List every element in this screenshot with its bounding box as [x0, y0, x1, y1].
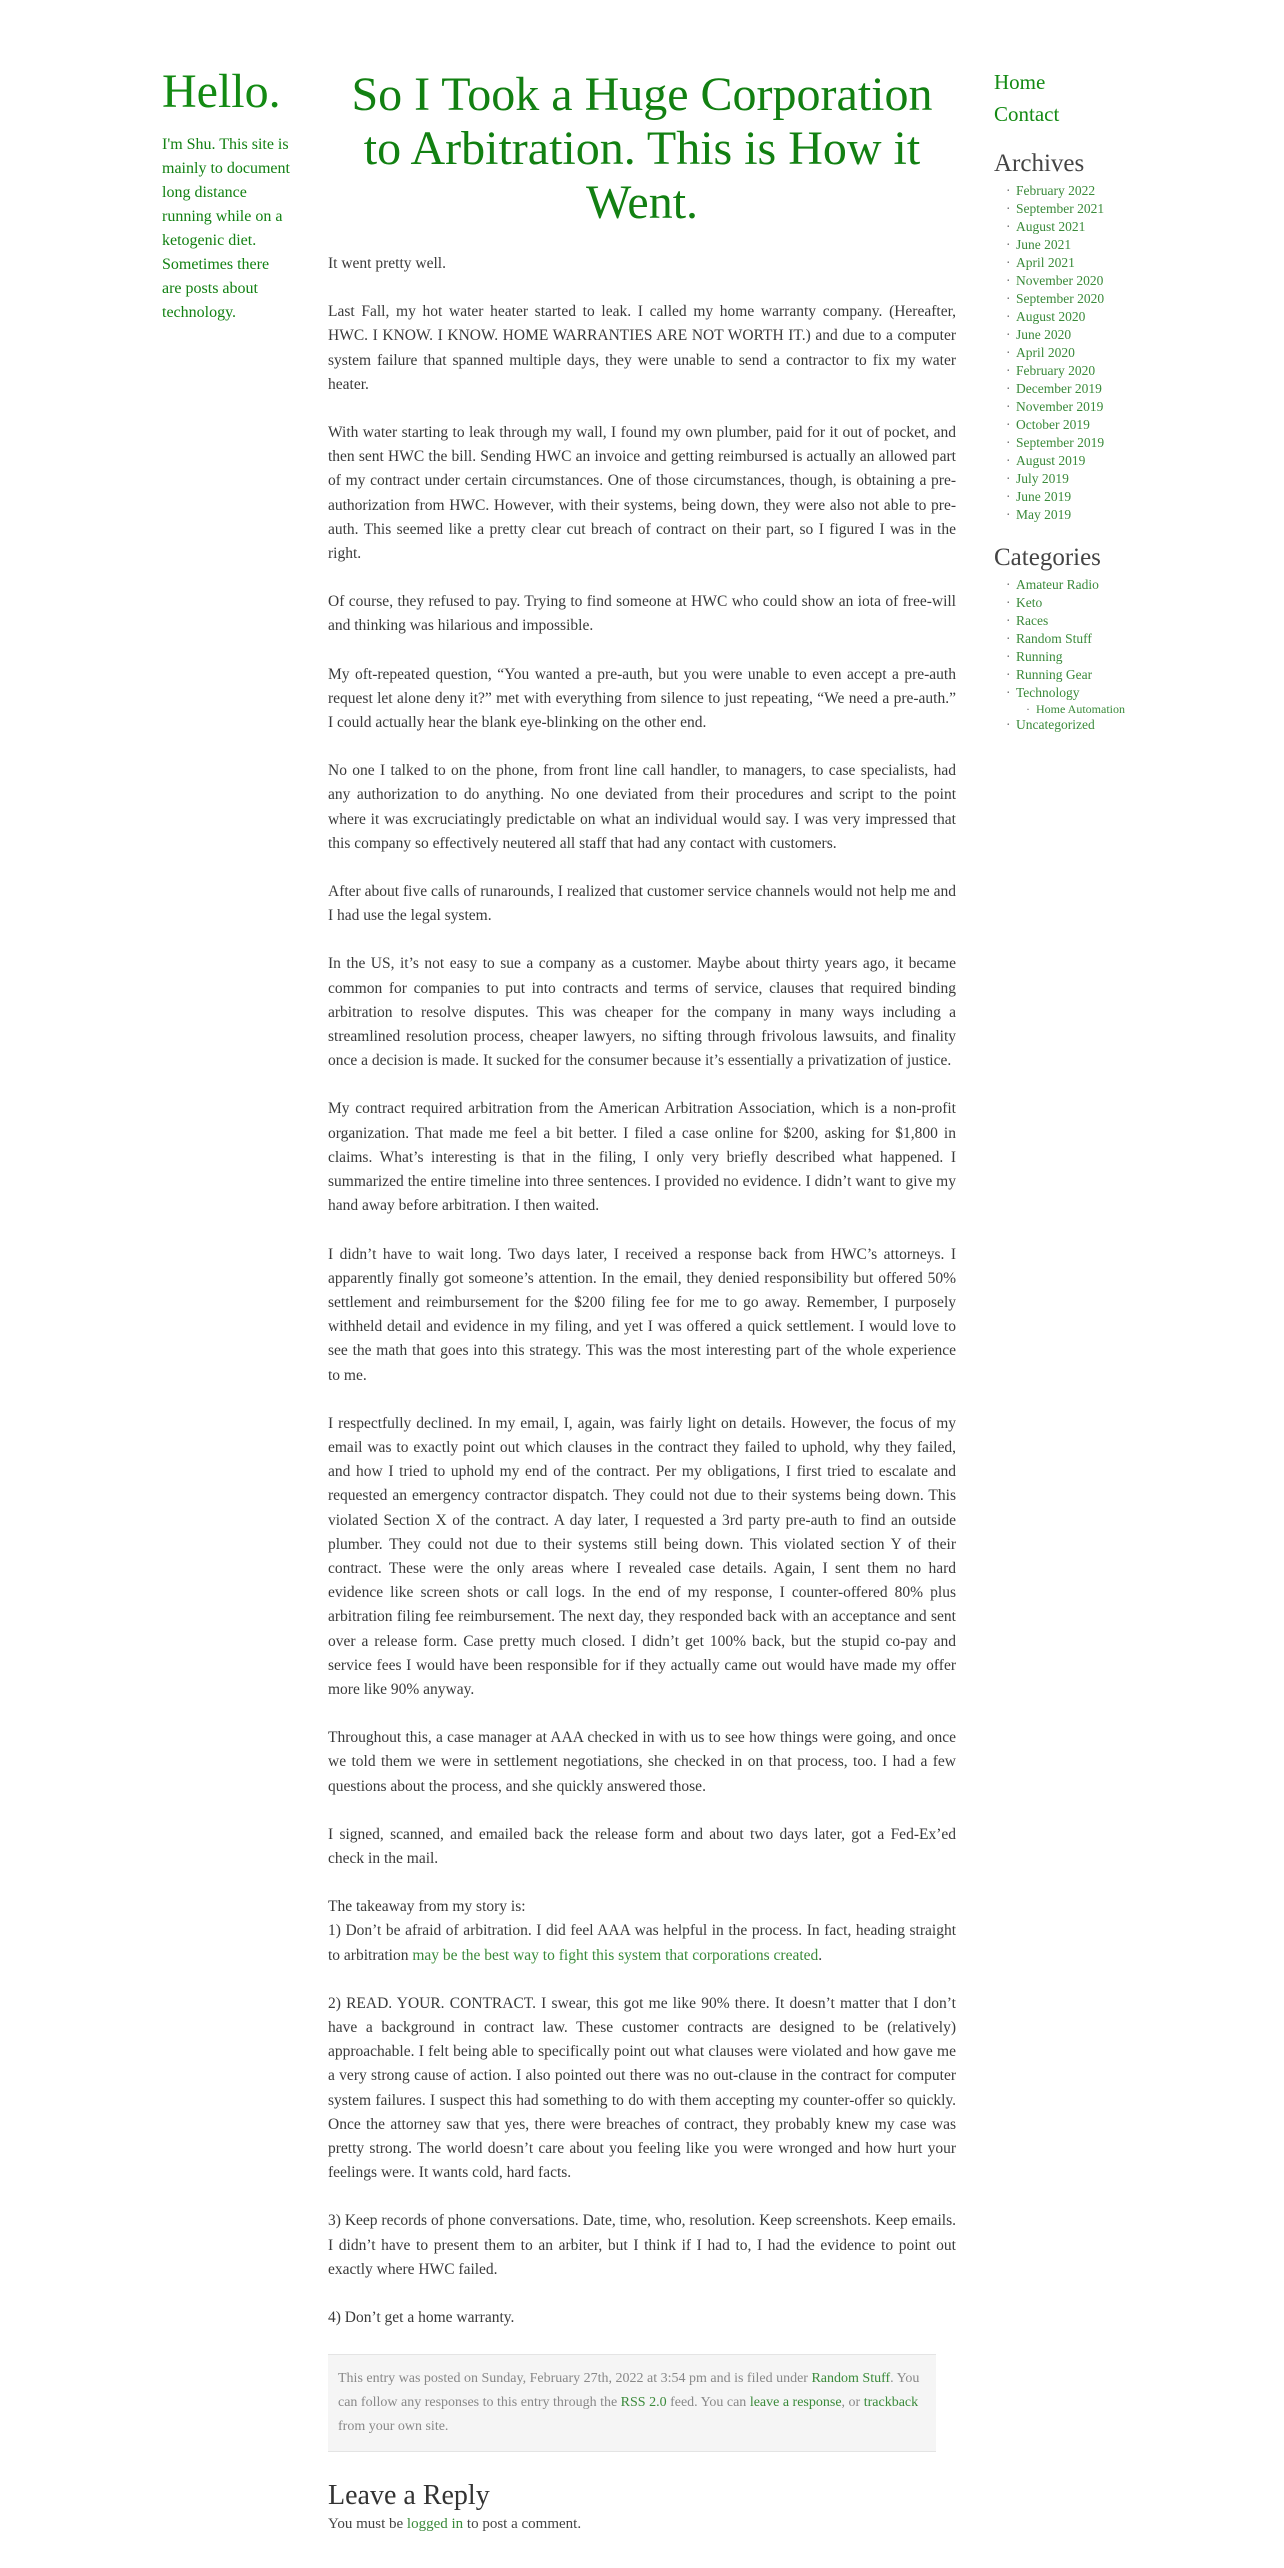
archive-item[interactable] [1006, 362, 1164, 380]
category-link[interactable]: Amateur Radio [1016, 577, 1099, 592]
post-paragraph: Throughout this, a case manager at AAA checked in with us to see how things were going, and once we told them we were in settlement negotiations, she checked in on that process, too. I had a few questions about the process, and she quickly answered those. [328, 1729, 956, 1795]
category-link[interactable]: Random Stuff [811, 2371, 891, 2387]
category-item[interactable] [1006, 630, 1164, 648]
category-sublist [1016, 702, 1164, 716]
archive-item[interactable] [1006, 218, 1164, 236]
archive-link[interactable]: December 2019 [1016, 381, 1102, 396]
takeaway-intro: The takeaway from my story is: [328, 1898, 526, 1916]
post-paragraph: I signed, scanned, and emailed back the release form and about two days later, got a Fed-Ex’ed check in the mail. [328, 1825, 956, 1867]
category-item[interactable] [1006, 684, 1164, 716]
category-link[interactable]: Technology [1016, 685, 1080, 700]
takeaway-2: 2) READ. YOUR. CONTRACT. I swear, this got me like 90% there. It doesn’t matter that I don’t have a background in contract law. These customer contracts are designed to be (relatively) approachable. I felt being able to specifically point out what clauses were violated and how gave me a very strong cause of action. I also pointed out there was no out-clause in the contract for computer system failures. I suspect this had something to do with them accepting my counter-offer so quickly. Once the attorney saw that yes, there were breaches of contract, they probably knew my case was pretty strong. The world doesn’t care about you feeling like you were wronged and how hurt your feelings were. It wants cold, hard facts. [328, 1994, 956, 2182]
archive-link[interactable]: June 2019 [1016, 489, 1072, 504]
categories-heading: Categories [994, 544, 1101, 571]
post-paragraph: No one I talked to on the phone, from front line call handler, to managers, to case specialists, had any authorization to do anything. No one deviated from their procedures and script to the point where it was excruciatingly predictable on what an individual would say. I was very impressed that this company so effectively neutered all staff that had any contact with customers. [328, 762, 956, 852]
nav-contact[interactable]: Contact [994, 102, 1060, 126]
archive-item[interactable] [1006, 488, 1164, 506]
archive-item[interactable] [1006, 416, 1164, 434]
archive-link[interactable]: September 2021 [1016, 201, 1105, 216]
archive-link[interactable]: June 2020 [1016, 327, 1072, 342]
nav-home[interactable]: Home [994, 70, 1046, 94]
category-item[interactable] [1006, 716, 1164, 734]
archive-link[interactable]: August 2019 [1016, 453, 1086, 468]
category-link-home-automation[interactable]: Home Automation [1036, 702, 1125, 716]
leave-reply-heading: Leave a Reply [328, 2480, 490, 2512]
archive-link[interactable]: February 2022 [1016, 183, 1096, 198]
site-intro: I'm Shu. This site is mainly to document long distance running while on a ketogenic diet. Sometimes there are posts about technology. [162, 136, 290, 321]
archive-item[interactable] [1006, 506, 1164, 524]
archives-list [994, 182, 1164, 524]
post-paragraph: I didn’t have to wait long. Two days later, I received a response back from HWC’s attorneys. I apparently finally got someone’s attention. In the email, they denied responsibility but offered 50% settlement and reimbursement for the $200 filing fee for me to go away. Remember, I purposely withheld detail and evidence in my filing, and yet I was offered a quick settlement. I would love to see the math that goes into this strategy. This was the most interesting part of the whole experience to me. [328, 1245, 956, 1384]
post-paragraph: It went pretty well. [328, 255, 446, 272]
archive-link[interactable]: October 2019 [1016, 417, 1090, 432]
archive-item[interactable] [1006, 254, 1164, 272]
meta-text: from your own site. [338, 2419, 449, 2435]
archive-link[interactable]: May 2019 [1016, 507, 1072, 522]
archive-link[interactable]: April 2020 [1016, 345, 1075, 360]
login-link[interactable]: logged in [406, 2516, 464, 2533]
archive-item[interactable] [1006, 290, 1164, 308]
archive-item[interactable] [1006, 272, 1164, 290]
archive-link[interactable]: November 2019 [1016, 399, 1104, 414]
category-item[interactable] [1006, 612, 1164, 630]
archive-item[interactable] [1006, 452, 1164, 470]
archives-heading: Archives [994, 150, 1085, 177]
archive-link[interactable]: April 2021 [1016, 255, 1075, 270]
login-note-suffix: to post a comment. [463, 2516, 582, 2533]
archive-link[interactable]: June 2021 [1016, 237, 1072, 252]
archive-item[interactable] [1006, 182, 1164, 200]
post-paragraph: With water starting to leak through my wall, I found my own plumber, paid for it out of pocket, and then sent HWC the bill. Sending HWC an invoice and getting reimbursed is actually an allowed part of my contract under certain circumstances. One of those circumstances, though, is obtaining a pre-authorization from HWC. However, with their systems, being down, they were also not able to pre-auth. This seemed like a pretty clear cut breach of contract on their part, so I figured I was in the right. [328, 424, 956, 563]
archive-item[interactable] [1006, 200, 1164, 218]
archive-link[interactable]: September 2019 [1016, 435, 1105, 450]
category-link[interactable]: Running Gear [1016, 667, 1093, 682]
trackback-link[interactable]: trackback [863, 2395, 919, 2411]
archive-item[interactable] [1006, 236, 1164, 254]
category-item[interactable] [1006, 666, 1164, 684]
archive-item[interactable] [1006, 398, 1164, 416]
archive-item[interactable] [1006, 380, 1164, 398]
takeaway-4: 4) Don’t get a home warranty. [328, 2309, 515, 2327]
arbitration-article-link[interactable]: may be the best way to fight this system that corporations created [412, 1946, 819, 1964]
category-link[interactable]: Running [1016, 649, 1063, 664]
category-link[interactable]: Keto [1016, 595, 1043, 610]
archive-link[interactable]: August 2021 [1016, 219, 1086, 234]
category-item[interactable] [1006, 594, 1164, 612]
archive-item[interactable] [1006, 308, 1164, 326]
archive-item[interactable] [1006, 434, 1164, 452]
post-paragraph: My oft-repeated question, “You wanted a pre-auth, but you were unable to even accept a pre-auth request let alone deny it?” met with everything from silence to just repeating, “We need a pre-auth.” I could actually hear the blank eye-blinking on the other end. [328, 665, 956, 732]
archive-link[interactable]: July 2019 [1016, 471, 1069, 486]
category-link[interactable]: Random Stuff [1016, 631, 1092, 646]
category-item[interactable] [1006, 576, 1164, 594]
right-sidebar [994, 66, 1164, 734]
post-title: So I Took a Huge Corporation to Arbitration. This is How it Went. [351, 68, 933, 229]
category-subitem[interactable] [1026, 702, 1164, 716]
category-link[interactable]: Races [1016, 613, 1049, 628]
login-note [328, 2516, 956, 2533]
takeaway-3: 3) Keep records of phone conversations. Date, time, who, resolution. Keep screenshots. Keep emails. I didn’t have to present them to an arbiter, but I think if I had to, I had the evidence to point out exactly where HWC failed. [328, 2212, 956, 2278]
meta-text: This entry was posted on Sunday, February 27th, 2022 at 3:54 pm and is filed under [338, 2371, 812, 2387]
login-note-prefix: You must be [328, 2516, 407, 2533]
rss-link[interactable]: RSS 2.0 [620, 2395, 667, 2411]
post-paragraph: After about five calls of runarounds, I realized that customer service channels would not help me and I had use the legal system. [328, 883, 956, 925]
takeaway-1 [328, 1919, 956, 1967]
meta-text: , or [841, 2395, 864, 2411]
archive-item[interactable] [1006, 326, 1164, 344]
takeaway-1-text: 1) Don’t be afraid of arbitration. I did feel AAA was helpful in the process. In fact, heading straight to arbitration [328, 1922, 956, 1964]
archive-link[interactable]: September 2020 [1016, 291, 1105, 306]
post-paragraph: My contract required arbitration from the American Arbitration Association, which is a non-profit organization. That made me feel a bit better. I filed a case online for $200, asking for $1,800 in claims. What’s interesting is that in the filing, I only very briefly described what happened. I summarized the entire timeline into three sentences. I provided no evidence. I didn’t want to give my hand away before arbitration. I then waited. [328, 1100, 956, 1215]
site-sidebar [162, 64, 292, 325]
archive-item[interactable] [1006, 344, 1164, 362]
archive-link[interactable]: November 2020 [1016, 273, 1104, 288]
archive-link[interactable]: February 2020 [1016, 363, 1096, 378]
archive-item[interactable] [1006, 470, 1164, 488]
meta-text: feed. You can [666, 2395, 750, 2411]
post-paragraph: Last Fall, my hot water heater started to leak. I called my home warranty company. (Hereafter, HWC. I KNOW. I KNOW. HOME WARRANTIES ARE NOT WORTH IT.) and due to a computer system failure that spanned multiple days, they were unable to send a contractor to fix my water heater. [328, 303, 956, 393]
category-item[interactable] [1006, 648, 1164, 666]
category-link[interactable]: Uncategorized [1016, 717, 1095, 732]
post-meta [328, 2354, 936, 2452]
post-paragraph: I respectfully declined. In my email, I, again, was fairly light on details. However, the focus of my email was to exactly point out which clauses in the contract they failed to uphold, why they failed, and how I tried to uphold my end of the contract. Per my obligations, I first tried to escalate and requested an emergency contractor dispatch. They could not due to their systems being down. This violated Section X of the contract. A day later, I requested a 3rd party pre-auth to find an outside plumber. They could not due to their systems still being down. This violated section Y of their contract. These were the only areas where I revealed case details. Again, I sent them no hard evidence like screen shots or call logs. In the end of my response, I counter-offered 80% plus arbitration filing fee reimbursement. The next day, they responded back with an acceptance and sent over a release form. Case pretty much closed. I didn’t get 100% back, but the stupid co-pay and service fees I would have been responsible for if they actually came out would have made my offer more like 90% anyway. [328, 1414, 956, 1698]
site-title[interactable]: Hello. [162, 65, 281, 118]
archive-link[interactable]: August 2020 [1016, 309, 1086, 324]
takeaway-1-end: . [818, 1946, 823, 1964]
post-paragraph: Of course, they refused to pay. Trying to find someone at HWC who could show an iota of free-will and thinking was hilarious and impossible. [328, 593, 956, 635]
categories-list [994, 576, 1164, 734]
post [328, 64, 956, 2533]
post-paragraph: In the US, it’s not easy to sue a company as a customer. Maybe about thirty years ago, it became common for companies to put into contracts and terms of service, clauses that required binding arbitration to resolve disputes. This was cheaper for the company in many ways including a streamlined resolution process, cheaper lawyers, no sifting through frivolous lawsuits, and finality once a decision is made. It sucked for the consumer because it’s essentially a privatization of justice. [328, 955, 956, 1070]
leave-response-link[interactable]: leave a response [749, 2395, 842, 2411]
post-body [328, 252, 956, 2330]
meta-text: . You can follow any responses to this entry through the [338, 2371, 920, 2411]
